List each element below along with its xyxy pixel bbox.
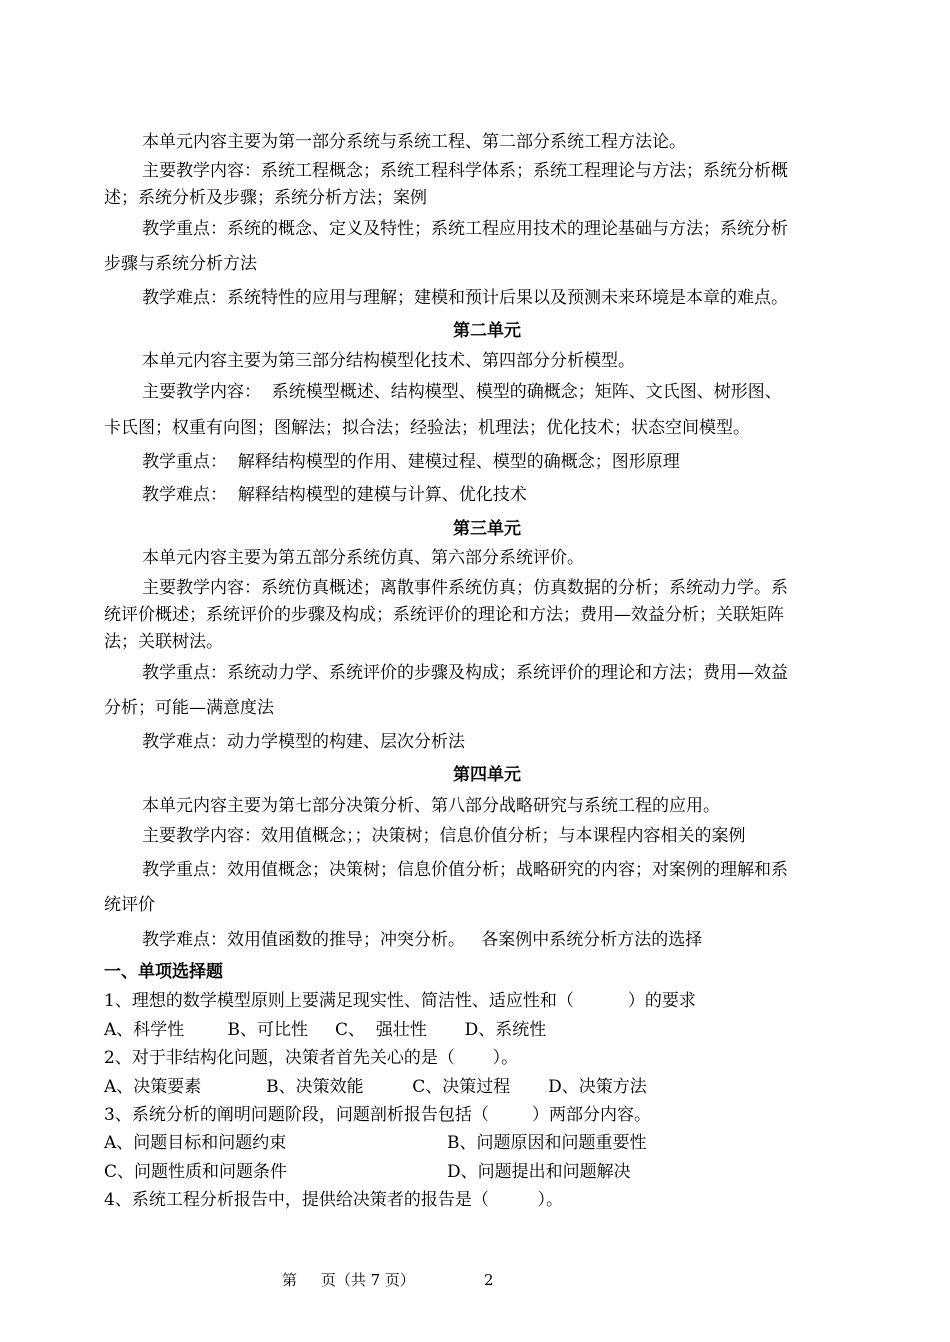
unit2-content-line1: 主要教学内容： 系统模型概述、结构模型、模型的确概念；矩阵、文氏图、树形图、 bbox=[142, 382, 782, 402]
page-footer-label: 第 页（共 7 页） bbox=[282, 1271, 415, 1289]
unit2-content-line2: 卡氏图；权重有向图；图解法；拟合法；经验法；机理法；优化技术；状态空间模型。 bbox=[104, 418, 750, 438]
unit4-key-line2: 统评价 bbox=[104, 895, 155, 915]
unit4-title: 第四单元 bbox=[453, 765, 521, 785]
unit3-intro: 本单元内容主要为第五部分系统仿真、第六部分系统评价。 bbox=[142, 548, 584, 568]
question-2-options: A、决策要素 B、决策效能 C、决策过程 D、决策方法 bbox=[104, 1077, 647, 1097]
page-number: 2 bbox=[484, 1271, 494, 1289]
unit4-key-line1: 教学重点：效用值概念；决策树；信息价值分析；战略研究的内容；对案例的理解和系 bbox=[142, 860, 788, 880]
question-1: 1、理想的数学模型原则上要满足现实性、简洁性、适应性和（ ）的要求 bbox=[104, 991, 696, 1011]
unit2-key: 教学重点： 解释结构模型的作用、建模过程、模型的确概念；图形原理 bbox=[142, 452, 680, 472]
unit1-content-line2: 述；系统分析及步骤；系统分析方法；案例 bbox=[104, 188, 427, 208]
question-3: 3、系统分析的阐明问题阶段，问题剖析报告包括（ ）两部分内容。 bbox=[104, 1105, 652, 1125]
question-3-option-d: D、问题提出和问题解决 bbox=[447, 1162, 631, 1182]
unit1-content-line1: 主要教学内容：系统工程概念；系统工程科学体系；系统工程理论与方法；系统分析概 bbox=[142, 161, 788, 181]
unit3-title: 第三单元 bbox=[453, 519, 521, 539]
unit3-content-line1: 主要教学内容：系统仿真概述；离散事件系统仿真；仿真数据的分析；系统动力学。系 bbox=[142, 578, 788, 598]
question-3-option-c: C、问题性质和问题条件 bbox=[104, 1162, 288, 1182]
question-1-options: A、科学性 B、可比性 C、 强壮性 D、系统性 bbox=[104, 1020, 547, 1040]
question-3-option-a: A、问题目标和问题约束 bbox=[104, 1133, 287, 1153]
unit3-key-line2: 分析；可能—满意度法 bbox=[104, 698, 274, 718]
unit2-difficulty: 教学难点： 解释结构模型的建模与计算、优化技术 bbox=[142, 485, 527, 505]
unit1-key-line1: 教学重点：系统的概念、定义及特性；系统工程应用技术的理论基础与方法；系统分析 bbox=[142, 219, 788, 239]
unit2-title: 第二单元 bbox=[453, 321, 521, 341]
unit2-intro: 本单元内容主要为第三部分结构模型化技术、第四部分分析模型。 bbox=[142, 351, 635, 371]
unit3-key-line1: 教学重点：系统动力学、系统评价的步骤及构成；系统评价的理论和方法；费用—效益 bbox=[142, 663, 788, 683]
unit3-content-line3: 法；关联树法。 bbox=[104, 632, 223, 652]
question-4: 4、系统工程分析报告中，提供给决策者的报告是（ ）。 bbox=[104, 1190, 563, 1210]
unit1-intro: 本单元内容主要为第一部分系统与系统工程、第二部分系统工程方法论。 bbox=[142, 132, 686, 152]
question-3-option-b: B、问题原因和问题重要性 bbox=[447, 1133, 647, 1153]
unit3-difficulty: 教学难点：动力学模型的构建、层次分析法 bbox=[142, 732, 465, 752]
unit3-content-line2: 统评价概述；系统评价的步骤及构成；系统评价的理论和方法；费用—效益分析；关联矩阵 bbox=[104, 605, 784, 625]
unit1-difficulty: 教学难点：系统特性的应用与理解；建模和预计后果以及预测未来环境是本章的难点。 bbox=[142, 288, 788, 308]
unit4-content: 主要教学内容：效用值概念；；决策树；信息价值分析；与本课程内容相关的案例 bbox=[142, 826, 746, 846]
section-title: 一、单项选择题 bbox=[104, 962, 223, 982]
unit4-intro: 本单元内容主要为第七部分决策分析、第八部分战略研究与系统工程的应用。 bbox=[142, 796, 720, 816]
question-2: 2、对于非结构化问题，决策者首先关心的是（ ）。 bbox=[104, 1048, 519, 1068]
unit4-difficulty: 教学难点：效用值函数的推导；冲突分析。 各案例中系统分析方法的选择 bbox=[142, 930, 703, 950]
unit1-key-line2: 步骤与系统分析方法 bbox=[104, 254, 257, 274]
